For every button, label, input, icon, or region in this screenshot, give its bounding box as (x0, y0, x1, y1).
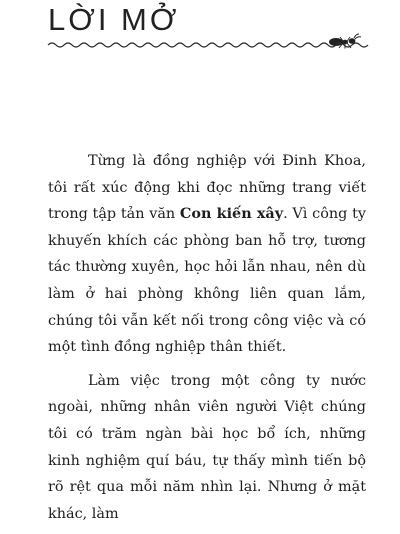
body-text (48, 148, 366, 534)
book-title-emphasis: Con kiến xây (179, 205, 284, 223)
paragraph-1-text-end: . Vì công ty khuyến khích các phòng ban hỗ trợ, tương tác thường xuyên, học hỏi lẫn nhau, nên dù làm ở hai phòng không liên quan lắm, chúng tôi vẫn kết nối trong công việc và có một tình đồng nghiệp thân thiết. (48, 206, 366, 356)
chapter-heading: LỜI MỞ (48, 2, 180, 37)
paragraph-1 (48, 148, 366, 361)
wavy-line-icon (48, 38, 368, 52)
paragraph-2: Làm việc trong một công ty nước ngoài, những nhân viên người Việt chúng tôi có trăm ngàn bài học bổ ích, những kinh nghiệm quí báu, tự thấy mình tiến bộ rõ rệt qua mỗi năm nhìn lại. Nhưng ở mặt khác, làm (48, 372, 366, 522)
paragraph-1-text-start: Từng là đồng nghiệp với Đinh Khoa, tôi rất xúc động khi đọc những trang viết trong tập tản văn (48, 153, 366, 223)
